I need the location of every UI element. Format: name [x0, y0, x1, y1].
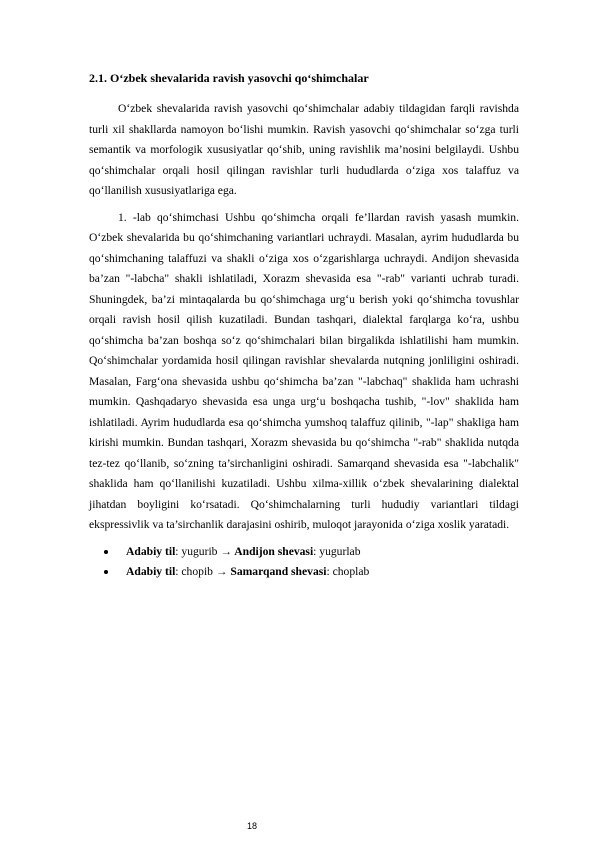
- literary-language-label: Adabiy til: [126, 564, 176, 578]
- literary-form: : yugurib: [175, 544, 221, 558]
- section-heading: 2.1. O‘zbek shevalarida ravish yasovchi qo‘shimchalar: [89, 71, 369, 85]
- lab-suffix-paragraph: 1. -lab qo‘shimchasi Ushbu qo‘shimcha orqali fe’llardan ravish yasash mumkin. O‘zbek shevalarida bu qo‘shimchaning variantlari uchraydi. Masalan, ayrim hududlarda bu qo‘shimchaning talaffuzi va shakli o‘ziga xos o‘zgarishlarga uchraydi. Andijon shevasida ba’zan "-labcha" shakli ishlatiladi, Xorazm shevasida esa "-rab" varianti uchrab turadi. Shuningdek, ba’zi mintaqalarda bu qo‘shimchaga urg‘u berish yoki qo‘shimcha tovushlar orqali ravish hosil qilish kuzatiladi. Bundan tashqari, dialektal farqlarga ko‘ra, ushbu qo‘shimcha ba’zan boshqa so‘z qo‘shimchalari bilan birgalikda ishlatilishi ham mumkin. Qo‘shimchalar yordamida hosil qilingan ravishlar shevalarda nutqning jonliligini oshiradi. Masalan, Farg‘ona shevasida ushbu qo‘shimcha ba’zan "-labchaq" shaklida ham uchrashi mumkin. Qashqadaryo shevasida esa unga urg‘u boshqacha tushib, "-lov" shaklida ham ishlatiladi. Ayrim hududlarda esa qo‘shimcha yumshoq talaffuz qilinib, "-lap" shakliga ham kirishi mumkin. Bundan tashqari, Xorazm shevasida bu qo‘shimcha "-rab" shaklida nutqda tez-tez qo‘llanib, so‘zning ta’sirchanligini oshiradi. Samarqand shevasida esa "-labchalik" shaklida ham qo‘llanilishi kuzatiladi. Ushbu xilma-xillik o‘zbek shevalarining dialektal jihatdan boyligini ko‘rsatadi. Qo‘shimchalarning turli hududiy variantlari tildagi ekspressivlik va ta’sirchanlik darajasini oshirib, muloqot jarayonida o‘ziga xoslik yaratadi.: [89, 210, 519, 531]
- dialect-label: Andijon shevasi: [231, 544, 314, 558]
- arrow-right-icon: →: [215, 564, 228, 578]
- intro-paragraph: O‘zbek shevalarida ravish yasovchi qo‘shimchalar adabiy tildagidan farqli ravishda turli xil shakllarda namoyon bo‘lishi mumkin. Ravish yasovchi qo‘shimchalar so‘zga turli semantik va morfologik xususiyatlar qo‘shib, uning ravishlik ma’nosini belgilaydi. Ushbu qo‘shimchalar orqali hosil qilingan ravishlar turli hududlarda o‘ziga xos talaffuz va qo‘llanilish xususiyatlariga ega.: [89, 102, 519, 197]
- literary-language-label: Adabiy til: [126, 544, 176, 558]
- dialect-label: Samarqand shevasi: [227, 564, 327, 578]
- arrow-right-icon: →: [220, 544, 232, 558]
- dialect-form: : yugurlab: [313, 544, 361, 558]
- dialect-form: : choplab: [326, 564, 370, 578]
- bullet-icon: [104, 550, 108, 554]
- list-item: [89, 562, 519, 582]
- page-content: [89, 70, 519, 582]
- list-item: [89, 542, 519, 562]
- bullet-icon: [104, 570, 108, 574]
- page-number: 18: [247, 821, 258, 831]
- literary-form: : chopib: [175, 564, 216, 578]
- example-list: [89, 542, 519, 582]
